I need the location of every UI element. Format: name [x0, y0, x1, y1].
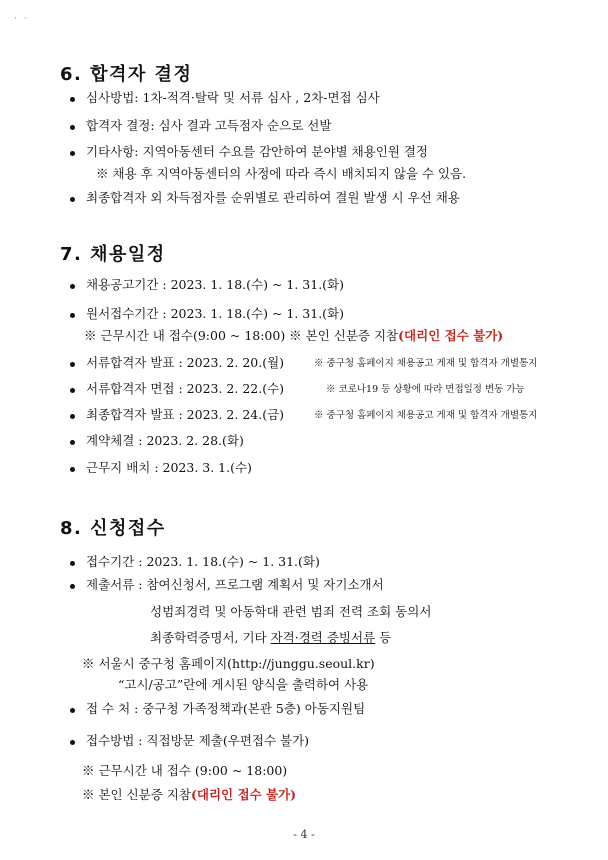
list-item: 기타사항: 지역아동센터 수요를 감안하여 분야별 채용인원 결정: [86, 144, 429, 159]
bullet: [70, 708, 75, 713]
method-note-2: [82, 787, 296, 803]
docs-line-3-a: 최종학력증명서, 기타: [150, 630, 271, 645]
section-7-title: 7. 채용일정: [60, 244, 166, 265]
docs-line-2: 성범죄경력 및 아동학대 관련 범죄 전력 조회 동의서: [150, 604, 432, 619]
bullet: [70, 284, 75, 289]
final-note: ※ 중구청 홈페이지 채용공고 게재 및 합격자 개별통지: [314, 410, 538, 421]
bullet: [70, 125, 75, 130]
schedule-placement: 근무지 배치 : 2023. 3. 1.(수): [86, 460, 252, 475]
bullet: [70, 151, 75, 156]
docs-line-3-c: 등: [375, 630, 392, 645]
bullet: [70, 414, 75, 419]
schedule-doc-result: [86, 355, 538, 371]
method-note-1: ※ 근무시간 내 접수 (9:00 ~ 18:00): [82, 763, 288, 778]
docs-line-3: [150, 630, 391, 646]
doc-result-text: 서류합격자 발표 : 2023. 2. 20.(월): [86, 355, 285, 370]
corner-mark: · ·: [14, 14, 29, 24]
method-note-2-red: (대리인 접수 불가): [190, 787, 297, 802]
final-text: 최종합격자 발표 : 2023. 2. 24.(금): [86, 407, 285, 422]
bullet: [70, 561, 75, 566]
bullet: [70, 440, 75, 445]
method-note-2-main: ※ 본인 신분증 지참: [82, 787, 191, 802]
website-note: ※ 서울시 중구청 홈페이지(http://junggu.seoul.kr): [82, 656, 375, 671]
apply-method: 접수방법 : 직접방문 제출(우편접수 불가): [86, 733, 310, 748]
note-text: ※ 채용 후 지역아동센터의 사정에 따라 즉시 배치되지 않을 수 있음.: [96, 166, 467, 181]
schedule-announce: 채용공고기간 : 2023. 1. 18.(수) ~ 1. 31.(화): [86, 277, 345, 292]
apply-place: 접 수 처 : 중구청 가족정책과(본관 5층) 아동지원팀: [86, 701, 366, 716]
apply-note-red: (대리인 접수 불가): [398, 328, 504, 343]
bullet: [70, 584, 75, 589]
doc-result-note: ※ 중구청 홈페이지 채용공고 게재 및 합격자 개별통지: [314, 358, 538, 369]
bullet: [70, 467, 75, 472]
bullet: [70, 197, 75, 202]
apply-note-main: ※ 근무시간 내 접수(9:00 ~ 18:00) ※ 본인 신분증 지참: [84, 328, 399, 343]
schedule-final: [86, 407, 538, 423]
list-item: 최종합격자 외 차득점자를 순위별로 관리하여 결원 발생 시 우선 채용: [86, 190, 460, 205]
bullet: [70, 97, 75, 102]
apply-note: [84, 328, 503, 344]
bullet: [70, 313, 75, 318]
website-note-2: “고시/공고”란에 게시된 양식을 출력하여 사용: [118, 677, 369, 692]
section-8-title: 8. 신청접수: [60, 518, 166, 539]
schedule-contract: 계약체결 : 2023. 2. 28.(화): [86, 433, 244, 448]
docs-label: 제출서류 : 참여신청서, 프로그램 계획서 및 자기소개서: [86, 577, 384, 592]
list-item: 합격자 결정: 심사 결과 고득점자 순으로 선발: [86, 118, 332, 133]
interview-text: 서류합격자 면접 : 2023. 2. 22.(수): [86, 381, 285, 396]
list-item: 심사방법: 1차-적격·탈락 및 서류 심사 , 2차-면접 심사: [86, 90, 380, 105]
interview-note: ※ 코로나19 등 상황에 따라 면접일정 변동 가능: [326, 384, 525, 395]
schedule-interview: [86, 381, 525, 397]
apply-period: 접수기간 : 2023. 1. 18.(수) ~ 1. 31.(화): [86, 554, 320, 569]
bullet: [70, 388, 75, 393]
schedule-apply: 원서접수기간 : 2023. 1. 18.(수) ~ 1. 31.(화): [86, 306, 345, 321]
docs-line-3-b: 자격·경력 증빙서류: [270, 630, 376, 645]
bullet: [70, 362, 75, 367]
page-number: - 4 -: [293, 828, 315, 841]
section-6-title: 6. 합격자 결정: [60, 64, 193, 85]
bullet: [70, 740, 75, 745]
